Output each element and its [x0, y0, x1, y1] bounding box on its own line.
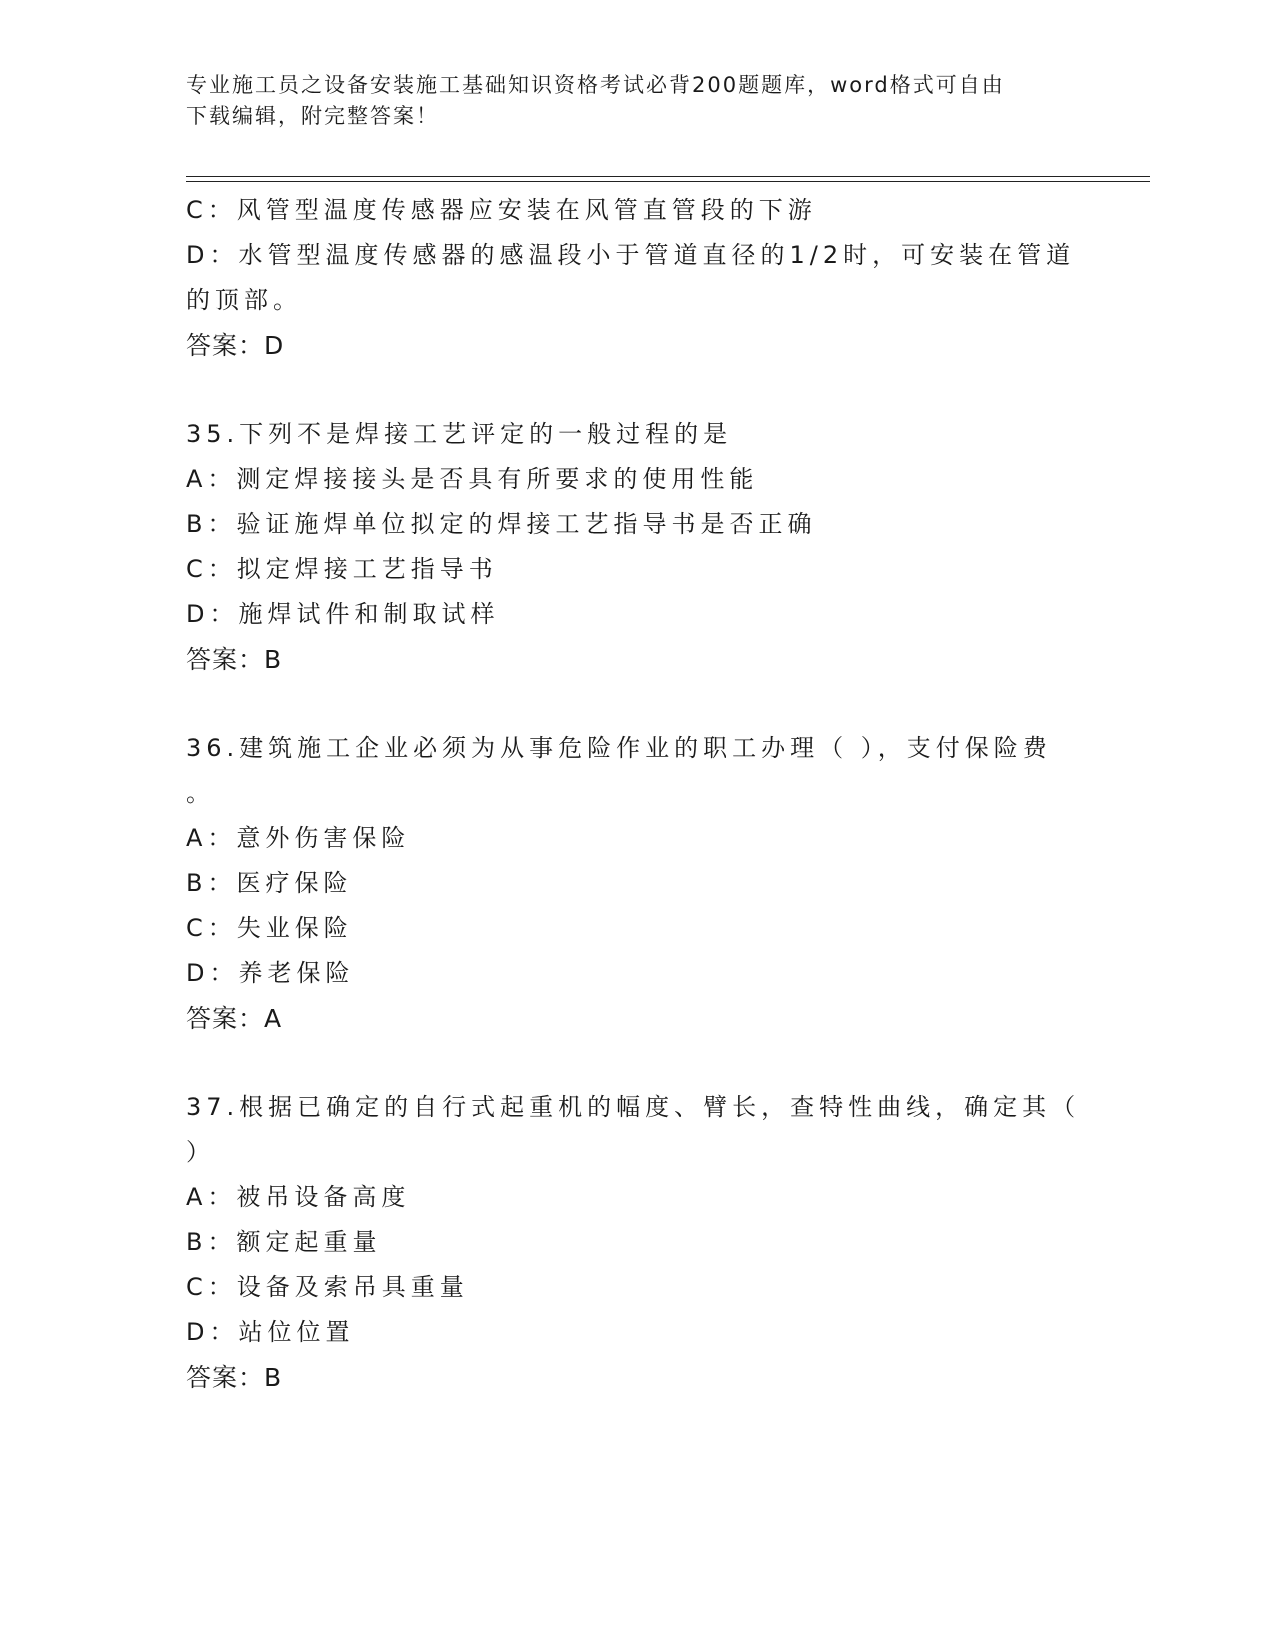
option-c: C：风管型温度传感器应安装在风管直管段的下游 [186, 196, 817, 224]
question-stem: 37.根据已确定的自行式起重机的幅度、臂长，查特性曲线，确定其（ [186, 1093, 1081, 1121]
question-37 [186, 1085, 1086, 1400]
header-line-1: 专业施工员之设备安装施工基础知识资格考试必背200题题库，word格式可自由 [186, 73, 1005, 97]
question-35 [186, 412, 1086, 682]
option-a: A：意外伤害保险 [186, 824, 411, 852]
question-36 [186, 726, 1086, 1041]
option-c: C：失业保险 [186, 914, 353, 942]
option-a: A：测定焊接接头是否具有所要求的使用性能 [186, 465, 759, 493]
page-header [186, 70, 1066, 132]
question-stem: 35.下列不是焊接工艺评定的一般过程的是 [186, 420, 733, 448]
question-stem-continued: ） [186, 1138, 215, 1166]
answer: 答案：B [186, 645, 283, 674]
option-b: B：额定起重量 [186, 1228, 382, 1256]
header-divider-bottom [186, 181, 1150, 182]
answer: 答案：A [186, 1004, 283, 1033]
answer: 答案：B [186, 1363, 283, 1392]
option-b: B：验证施焊单位拟定的焊接工艺指导书是否正确 [186, 510, 817, 538]
answer: 答案：D [186, 331, 285, 360]
header-divider-top [186, 176, 1150, 177]
option-c: C：拟定焊接工艺指导书 [186, 555, 498, 583]
header-line-2: 下载编辑，附完整答案！ [186, 104, 439, 128]
option-d: D：施焊试件和制取试样 [186, 600, 500, 628]
question-content [186, 188, 1086, 1400]
option-d-continued: 的顶部。 [186, 286, 302, 314]
question-34-continued [186, 188, 1086, 368]
question-stem: 36.建筑施工企业必须为从事危险作业的职工办理（ ），支付保险费 [186, 734, 1052, 762]
option-b: B：医疗保险 [186, 869, 353, 897]
question-stem-continued: 。 [186, 779, 215, 807]
option-d: D：养老保险 [186, 959, 355, 987]
option-a: A：被吊设备高度 [186, 1183, 411, 1211]
option-d: D：站位位置 [186, 1318, 355, 1346]
option-d: D：水管型温度传感器的感温段小于管道直径的1/2时，可安装在管道 [186, 241, 1076, 269]
option-c: C：设备及索吊具重量 [186, 1273, 469, 1301]
